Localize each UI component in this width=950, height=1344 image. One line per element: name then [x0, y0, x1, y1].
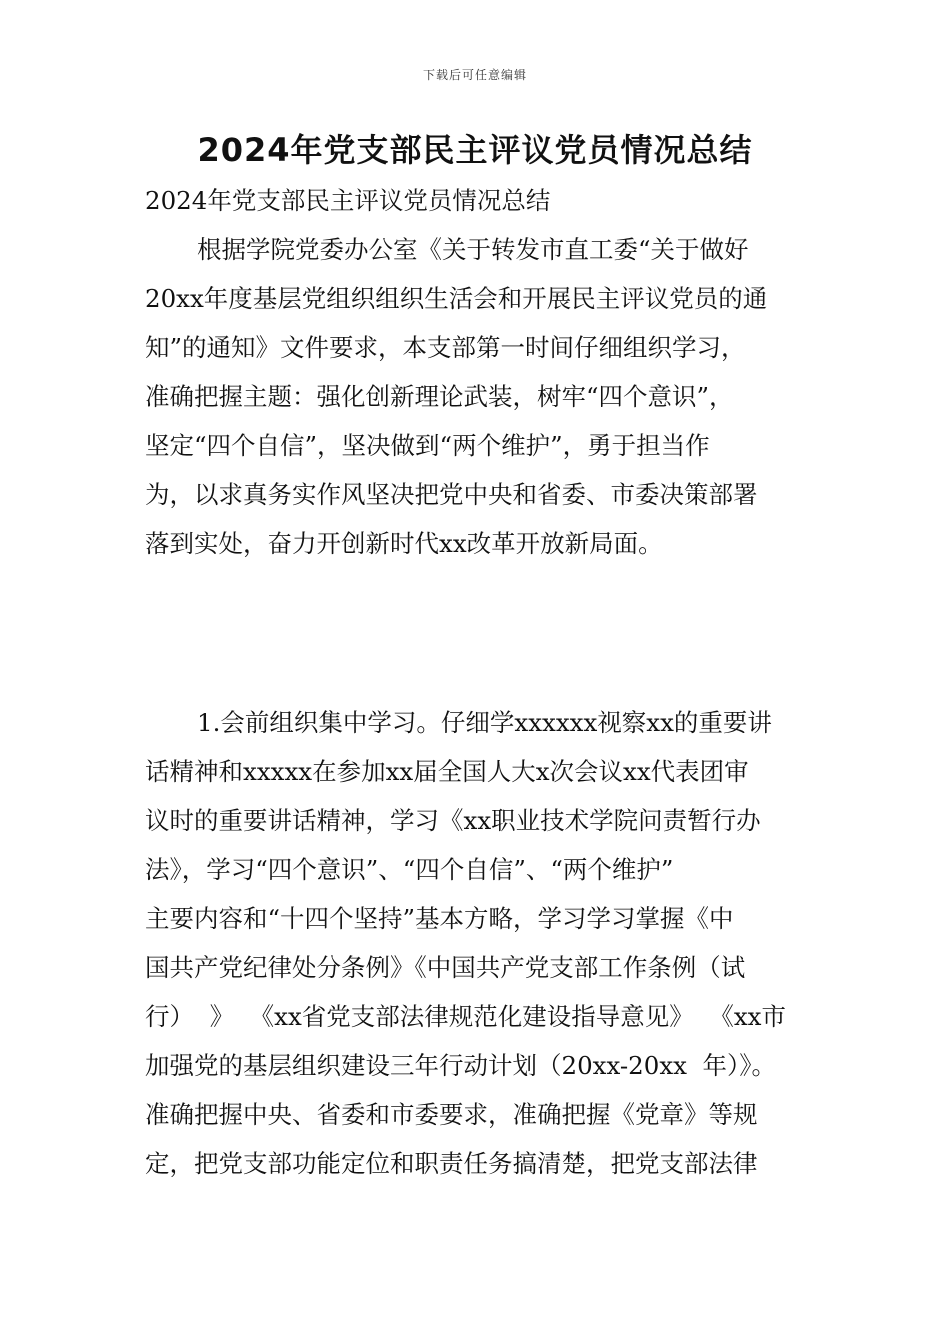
paragraph-line: 行） 》 《xx省党支部法律规范化建设指导意见》 《xx市: [145, 1002, 786, 1031]
paragraph-line: 主要内容和“十四个坚持”基本方略，学习学习掌握《中: [145, 904, 734, 933]
paragraph-line: 落到实处，奋力开创新时代xx改革开放新局面。: [145, 529, 663, 558]
paragraph-study: [145, 698, 815, 1188]
document-subtitle: 2024年党支部民主评议党员情况总结: [145, 186, 551, 215]
paragraph-line: 坚定“四个自信”，坚决做到“两个维护”，勇于担当作: [145, 431, 710, 460]
paragraph-line: 国共产党纪律处分条例》《中国共产党支部工作条例（试: [145, 953, 746, 982]
paragraph-line: 准确把握中央、省委和市委要求，准确把握《党章》等规: [145, 1100, 758, 1129]
paragraph-line: 议时的重要讲话精神，学习《xx职业技术学院问责暂行办: [145, 806, 761, 835]
paragraph-line: 加强党的基层组织建设三年行动计划（20xx-20xx 年）》。: [145, 1051, 777, 1080]
paragraph-line: 法》，学习“四个意识”、“四个自信”、“两个维护”: [145, 855, 674, 884]
paragraph-line: 1.会前组织集中学习。仔细学xxxxxx视察xx的重要讲: [197, 708, 772, 737]
paragraph-line: 定，把党支部功能定位和职责任务搞清楚，把党支部法律: [145, 1149, 758, 1178]
document-title: 2024年党支部民主评议党员情况总结: [197, 131, 753, 169]
paragraph-line: 话精神和xxxxx在参加xx届全国人大x次会议xx代表团审: [145, 757, 749, 786]
paragraph-line: 20xx年度基层党组织组织生活会和开展民主评议党员的通: [145, 284, 768, 313]
paragraph-line: 准确把握主题：强化创新理论武装，树牢“四个意识”，: [145, 382, 734, 411]
header-note: 下载后可任意编辑: [422, 68, 527, 82]
paragraph-intro: [145, 225, 815, 568]
paragraph-line: 为，以求真务实作风坚决把党中央和省委、市委决策部署: [145, 480, 758, 509]
paragraph-line: 知”的通知》文件要求，本支部第一时间仔细组织学习，: [145, 333, 746, 362]
paragraph-line: 根据学院党委办公室《关于转发市直工委“关于做好: [197, 235, 749, 264]
